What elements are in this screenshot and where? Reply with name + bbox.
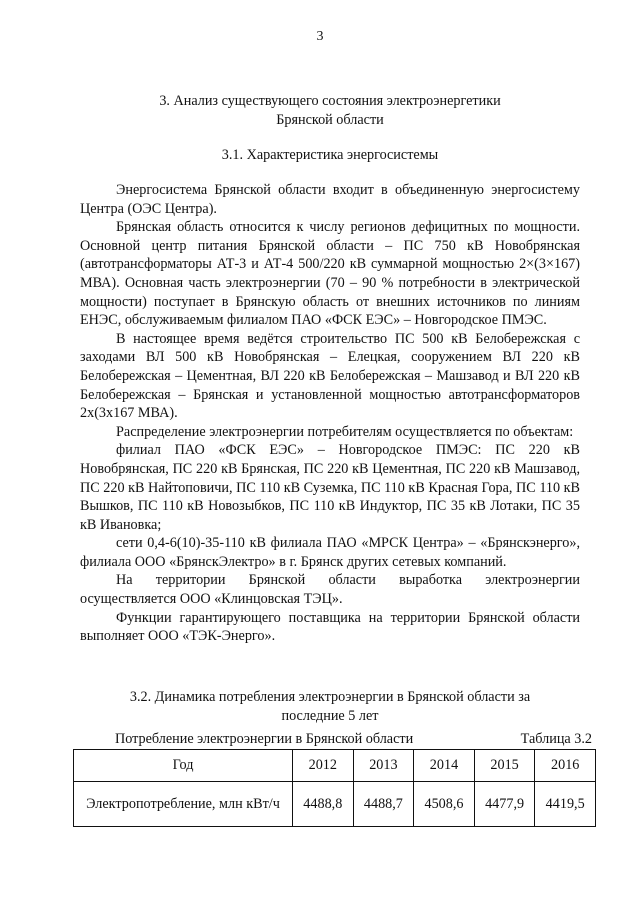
- table-cell: 4419,5: [535, 782, 596, 827]
- paragraph: Брянская область относится к числу регионов дефицитных по мощности. Основной центр питания Брянской области – ПС 750 кВ Новобрянская (автотрансформаторы АТ-3 и АТ-4 500/220 кВ суммарной мощностью 2×(3×167) МВА). Основная часть электроэнергии (70 – 90 % потребности в электрической мощности) поступает в Брянскую область от внешних источников по линиям ЕНЭС, обслуживаемым филиалом ПАО «ФСК ЕЭС» – Новгородское ПМЭС.: [80, 219, 580, 329]
- table-cell: 4488,7: [353, 782, 414, 827]
- table-row: [74, 782, 596, 827]
- table-header-cell: 2012: [293, 750, 354, 782]
- table-cell: Электропотребление, млн кВт/ч: [74, 782, 293, 827]
- paragraph: сети 0,4-6(10)-35-110 кВ филиала ПАО «МРСК Центра» – «Брянскэнерго», филиала ООО «БрянскЭлектро» в г. Брянск других сетевых компаний.: [80, 535, 580, 570]
- subsection-title: 3.1. Характеристика энергосистемы: [221, 147, 439, 163]
- table-cell: 4508,6: [414, 782, 475, 827]
- table-header-cell: 2015: [474, 750, 535, 782]
- section-title-line-1: 3. Анализ существующего состояния электроэнергетики: [159, 93, 501, 109]
- paragraph: Энергосистема Брянской области входит в объединенную энергосистему Центра (ОЭС Центра).: [80, 182, 580, 217]
- section-title-line-2: Брянской области: [276, 111, 384, 128]
- subsection-title-line-1: 3.2. Динамика потребления электроэнергии в Брянской области за: [129, 689, 531, 705]
- paragraph: В настоящее время ведётся строительство ПС 500 кВ Белобережская с заходами ВЛ 500 кВ Новобрянская – Елецкая, сооружением ВЛ 220 кВ Белобережская – Цементная, ВЛ 220 кВ Белобережская – Машзавод и ВЛ 220 кВ Белобережская – Брянская и установленной мощностью автотрансформаторов 2х(3х167 МВА).: [80, 330, 580, 422]
- paragraph: филиал ПАО «ФСК ЕЭС» – Новгородское ПМЭС: ПС 220 кВ Новобрянская, ПС 220 кВ Брянская, ПС 220 кВ Цементная, ПС 220 кВ Машзавод, ПС 220 кВ Найтоповичи, ПС 110 кВ Суземка, ПС 110 кВ Красная Гора, ПС 110 кВ Вышков, ПС 110 кВ Новозыбков, ПС 110 кВ Индуктор, ПС 35 кВ Лотаки, ПС 35 кВ Ивановка;: [80, 442, 580, 533]
- table-header-cell: Год: [74, 750, 293, 782]
- table-cell: 4477,9: [474, 782, 535, 827]
- page-number: 3: [316, 29, 324, 44]
- paragraph: На территории Брянской области выработка электроэнергии осуществляется ООО «Клинцовская ТЭЦ».: [80, 572, 580, 608]
- table-cell: 4488,8: [293, 782, 354, 827]
- paragraph: Распределение электроэнергии потребителям осуществляется по объектам:: [116, 423, 574, 440]
- subsection-title-line-2: последние 5 лет: [281, 707, 379, 724]
- table-header-cell: 2014: [414, 750, 475, 782]
- section-title: [60, 92, 600, 129]
- table-header-cell: 2013: [353, 750, 414, 782]
- body-text: [80, 181, 580, 646]
- consumption-table: [73, 749, 596, 827]
- table-caption: Потребление электроэнергии в Брянской области: [115, 731, 414, 747]
- table-header-cell: 2016: [535, 750, 596, 782]
- subsection-title: [60, 688, 600, 725]
- paragraph: Функции гарантирующего поставщика на территории Брянской области выполняет ООО «ТЭК-Энерго».: [80, 609, 580, 645]
- table-number: Таблица 3.2: [520, 731, 592, 747]
- table-header-row: [74, 750, 596, 782]
